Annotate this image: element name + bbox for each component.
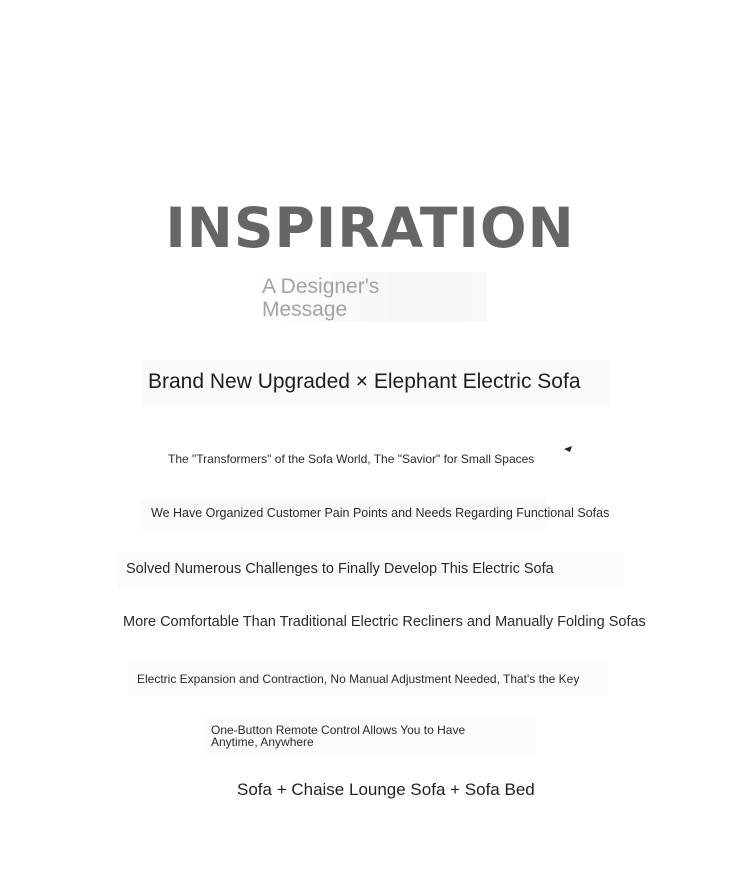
- subtitle-line-2: Message: [262, 298, 348, 321]
- banner-heading: Brand New Upgraded × Elephant Electric Sofa: [148, 370, 581, 393]
- sparkle-icon: [564, 446, 572, 452]
- text-line-expansion: Electric Expansion and Contraction, No Manual Adjustment Needed, That's the Key: [137, 672, 580, 686]
- text-line-transformers: The "Transformers" of the Sofa World, The "Savior" for Small Spaces: [168, 452, 535, 466]
- text-line-challenges: Solved Numerous Challenges to Finally Develop This Electric Sofa: [126, 561, 554, 577]
- closing-line: Sofa + Chaise Lounge Sofa + Sofa Bed: [237, 780, 535, 799]
- remote-line-2: Anytime, Anywhere: [211, 735, 314, 749]
- subtitle-line-1: A Designer's: [262, 275, 380, 298]
- page-title: INSPIRATION: [165, 196, 575, 260]
- remote-line-1: One-Button Remote Control Allows You to Have: [211, 723, 466, 737]
- text-line-pain-points: We Have Organized Customer Pain Points and Needs Regarding Functional Sofas: [151, 506, 610, 520]
- text-line-comfortable: More Comfortable Than Traditional Electric Recliners and Manually Folding Sofas: [123, 614, 646, 630]
